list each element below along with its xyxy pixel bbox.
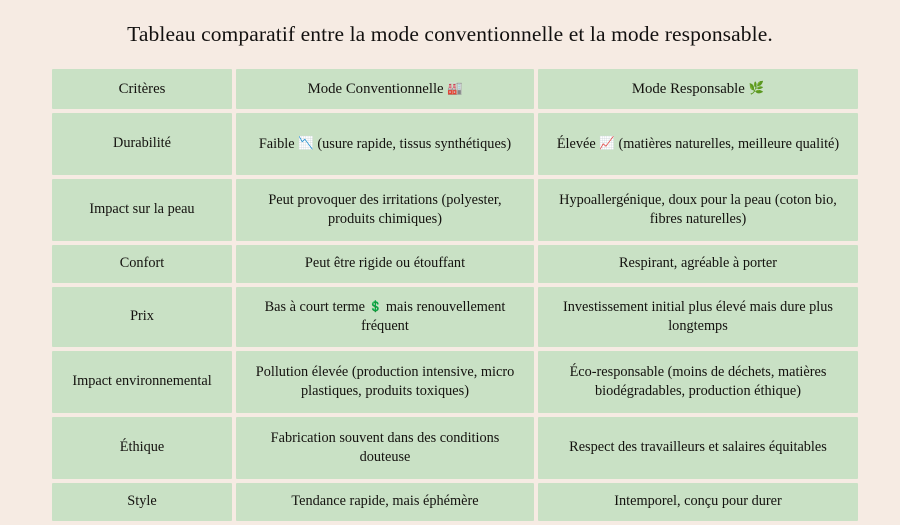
money-icon: 💲 — [368, 299, 383, 313]
conventional-cell-durabilite — [236, 113, 534, 175]
table-header-row — [52, 69, 858, 109]
header-label-conventional: Mode Conventionnelle — [307, 80, 444, 97]
conventional-cell-style: Tendance rapide, mais éphémère — [236, 483, 534, 521]
header-cell-conventional — [236, 69, 534, 109]
criteria-label: Éthique — [119, 439, 165, 456]
responsible-text-suffix: (matières naturelles, meilleure qualité) — [618, 135, 840, 152]
criteria-cell-prix — [52, 287, 232, 347]
conventional-cell-impact-environnemental: Pollution élevée (production intensive, micro plastiques, produits toxiques) — [236, 351, 534, 413]
conventional-cell-confort: Peut être rigide ou étouffant — [236, 245, 534, 283]
responsible-cell-style: Intemporel, conçu pour durer — [538, 483, 858, 521]
criteria-cell-impact-environnemental — [52, 351, 232, 413]
criteria-label: Impact environnemental — [72, 373, 212, 390]
chart-increasing-icon: 📈 — [599, 134, 615, 150]
comparison-table — [48, 65, 862, 525]
header-label-responsible: Mode Responsable — [631, 80, 745, 97]
responsible-cell-impact-environnemental: Éco-responsable (moins de déchets, matières biodégradables, production éthique) — [538, 351, 858, 413]
responsible-cell-prix: Investissement initial plus élevé mais dure plus longtemps — [538, 287, 858, 347]
conventional-cell-impact-peau: Peut provoquer des irritations (polyester, produits chimiques) — [236, 179, 534, 241]
criteria-cell-confort — [52, 245, 232, 283]
criteria-cell-durabilite — [52, 113, 232, 175]
criteria-label: Prix — [130, 308, 154, 325]
herb-icon: 🌿 — [748, 79, 765, 95]
header-cell-criteria — [52, 69, 232, 109]
criteria-label: Impact sur la peau — [89, 201, 195, 218]
table-row — [52, 483, 858, 521]
header-cell-responsible — [538, 69, 858, 109]
criteria-cell-ethique — [52, 417, 232, 479]
criteria-cell-style — [52, 483, 232, 521]
conventional-text-prefix: Faible — [258, 135, 295, 152]
criteria-label: Durabilité — [113, 135, 171, 152]
criteria-label: Confort — [119, 255, 165, 272]
conventional-text-suffix: mais renouvellement fréquent — [361, 298, 506, 334]
page-title: Tableau comparatif entre la mode conventionnelle et la mode responsable. — [127, 22, 773, 46]
factory-icon: 🏭 — [447, 79, 463, 95]
table-row — [52, 113, 858, 175]
table-row — [52, 417, 858, 479]
responsible-cell-ethique: Respect des travailleurs et salaires équitables — [538, 417, 858, 479]
responsible-cell-confort: Respirant, agréable à porter — [538, 245, 858, 283]
chart-decreasing-icon: 📉 — [298, 134, 314, 150]
criteria-label: Style — [127, 493, 157, 510]
table-row — [52, 179, 858, 241]
conventional-cell-prix — [236, 287, 534, 347]
responsible-cell-durabilite — [538, 113, 858, 175]
responsible-text-prefix: Élevée — [556, 135, 596, 152]
conventional-cell-ethique: Fabrication souvent dans des conditions douteuse — [236, 417, 534, 479]
responsible-cell-impact-peau: Hypoallergénique, doux pour la peau (coton bio, fibres naturelles) — [538, 179, 858, 241]
criteria-cell-impact-peau — [52, 179, 232, 241]
conventional-text-prefix: Bas à court terme — [264, 298, 366, 315]
conventional-text-suffix: (usure rapide, tissus synthétiques) — [317, 135, 512, 152]
header-label-criteria: Critères — [118, 80, 166, 97]
table-row — [52, 245, 858, 283]
table-row — [52, 287, 858, 347]
table-row — [52, 351, 858, 413]
